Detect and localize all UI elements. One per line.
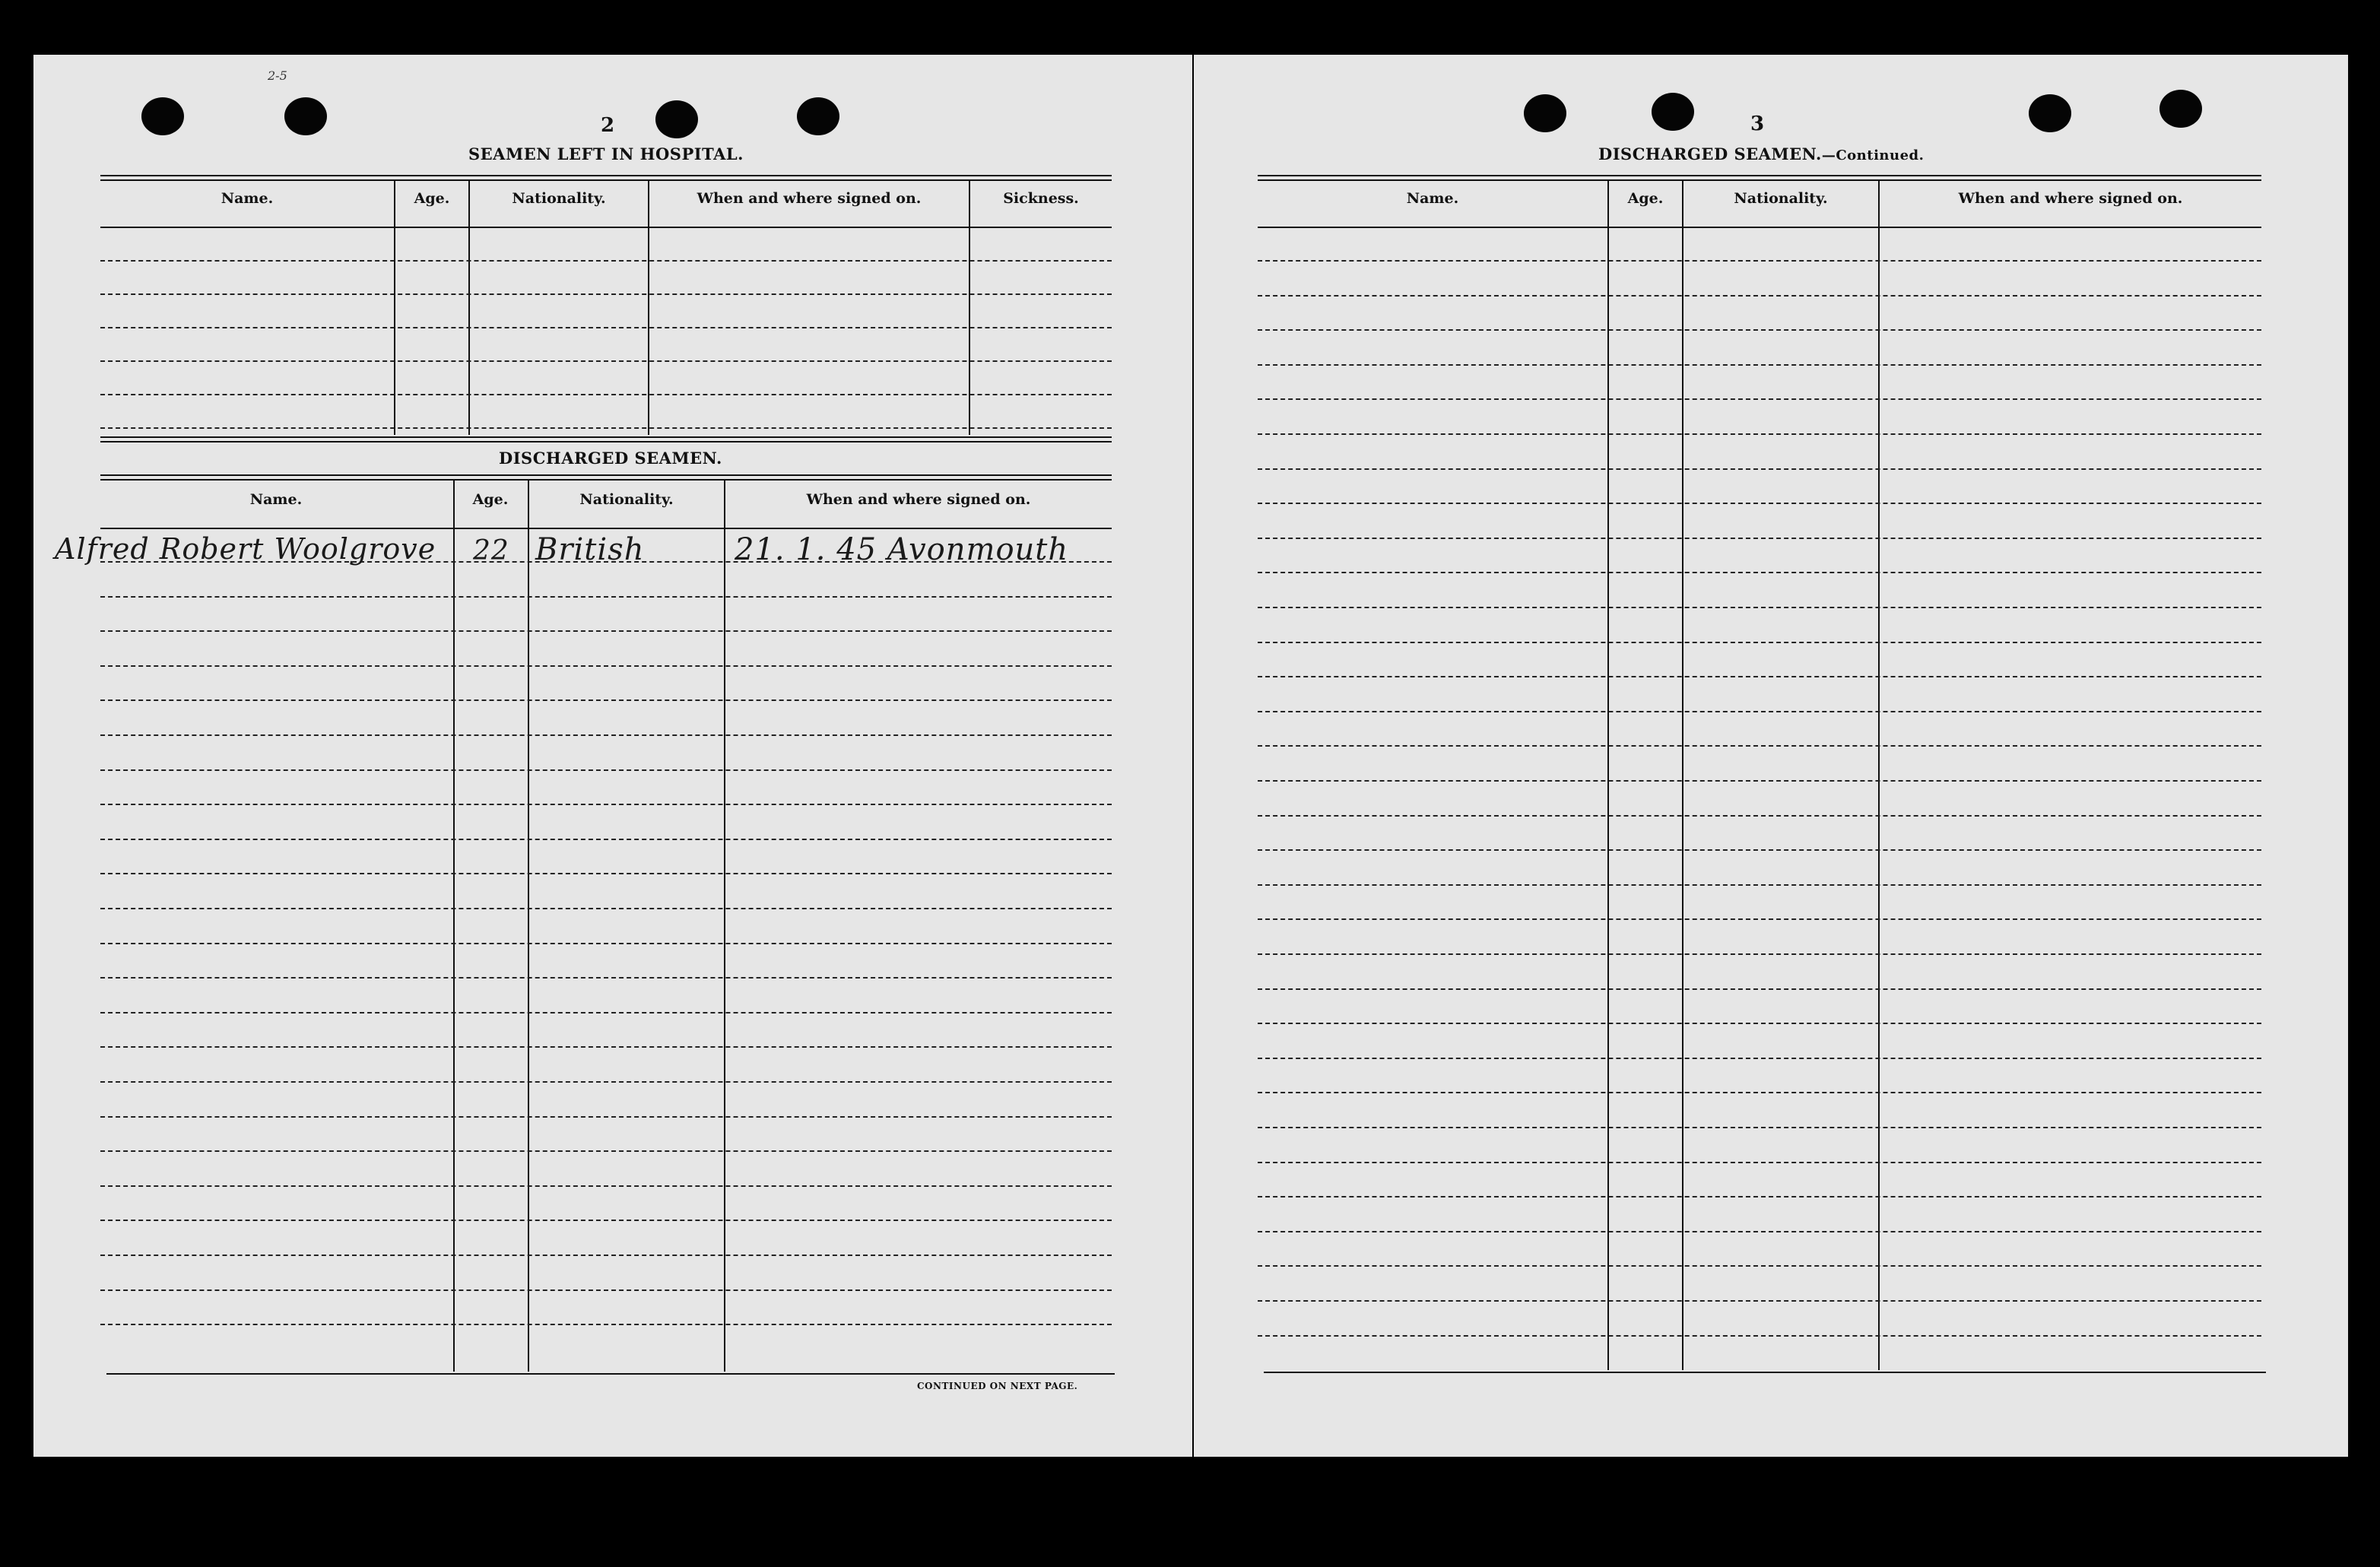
continued-footer: CONTINUED ON NEXT PAGE. — [917, 1381, 1078, 1391]
ruling-line — [1258, 572, 2261, 573]
ruling-line — [1258, 607, 2261, 608]
punch-hole — [284, 97, 327, 135]
page-number: 3 — [1750, 113, 1765, 135]
right-divider — [1682, 181, 1683, 1370]
discharged-divider — [453, 481, 455, 1372]
ruling-line — [100, 360, 1112, 362]
ruling-line — [1258, 260, 2261, 262]
hospital-section-title: SEAMEN LEFT IN HOSPITAL. — [468, 144, 744, 163]
hospital-top-rule — [100, 175, 1112, 176]
ruling-line — [100, 908, 1112, 909]
ruling-line — [100, 327, 1112, 328]
hospital-top-rule — [100, 179, 1112, 181]
ruling-line — [100, 839, 1112, 840]
ruling-line — [1258, 503, 2261, 504]
punch-hole — [1524, 94, 1566, 132]
hospital-bottom-rule — [100, 441, 1112, 443]
hospital-col-name: Name. — [221, 190, 274, 207]
ruling-line — [1258, 1335, 2261, 1337]
ruling-line — [1258, 1058, 2261, 1059]
discharged-bottom-rule — [106, 1373, 1115, 1375]
hospital-divider — [468, 181, 470, 435]
ruling-line — [100, 1046, 1112, 1048]
right-bottom-rule — [1264, 1372, 2266, 1373]
ruling-line — [1258, 468, 2261, 470]
hospital-divider — [394, 181, 395, 435]
ruling-line — [1258, 1265, 2261, 1267]
ruling-line — [1258, 1127, 2261, 1128]
punch-hole — [2159, 90, 2202, 128]
ruling-line — [100, 1081, 1112, 1083]
ruling-line — [1258, 398, 2261, 400]
ruling-line — [100, 427, 1112, 429]
right-col-age: Age. — [1627, 190, 1664, 207]
ruling-line — [1258, 1023, 2261, 1024]
discharged-top-rule — [100, 474, 1112, 476]
ruling-line — [100, 1220, 1112, 1221]
punch-hole — [1652, 93, 1694, 131]
right-col-signed-on: When and where signed on. — [1958, 190, 2183, 207]
right-top-rule — [1258, 179, 2261, 181]
continued-title-suffix: —Continued. — [1821, 148, 1925, 163]
ruling-line — [100, 260, 1112, 262]
ruling-line — [100, 665, 1112, 667]
ruling-line — [1258, 1300, 2261, 1302]
ruling-line — [1258, 1092, 2261, 1093]
ruling-line — [100, 977, 1112, 979]
right-col-name: Name. — [1406, 190, 1459, 207]
right-divider — [1878, 181, 1880, 1370]
ruling-line — [1258, 745, 2261, 747]
ruling-line — [1258, 780, 2261, 782]
ruling-line — [1258, 1231, 2261, 1232]
hospital-bottom-rule — [100, 436, 1112, 438]
discharged-header-rule — [100, 528, 1112, 529]
right-top-rule — [1258, 175, 2261, 176]
ruling-line — [100, 293, 1112, 295]
corner-mark: 2-5 — [268, 68, 287, 83]
ruling-line — [1258, 815, 2261, 817]
ruling-line — [1258, 676, 2261, 677]
ruling-line — [1258, 329, 2261, 331]
ruling-line — [100, 394, 1112, 395]
discharged-section-title: DISCHARGED SEAMEN. — [499, 449, 722, 468]
punch-hole — [2029, 94, 2071, 132]
right-page — [1194, 55, 2348, 1457]
entry-age: 22 — [473, 535, 509, 566]
punch-hole — [655, 100, 698, 138]
ruling-line — [1258, 1196, 2261, 1197]
discharged-col-nationality: Nationality. — [579, 491, 674, 508]
punch-hole — [797, 97, 839, 135]
ruling-line — [100, 943, 1112, 944]
ruling-line — [100, 1116, 1112, 1118]
right-header-rule — [1258, 227, 2261, 228]
page-number: 2 — [601, 114, 615, 137]
entry-signed-on: 21. 1. 45 Avonmouth — [735, 532, 1069, 567]
continued-section-title — [1598, 144, 1924, 163]
left-page — [33, 55, 1192, 1457]
ruling-line — [100, 1289, 1112, 1291]
discharged-col-age: Age. — [472, 491, 509, 508]
hospital-divider — [648, 181, 649, 435]
ruling-line — [1258, 364, 2261, 366]
ruling-line — [1258, 849, 2261, 851]
ruling-line — [1258, 884, 2261, 886]
hospital-col-signed-on: When and where signed on. — [697, 190, 922, 207]
ruling-line — [100, 769, 1112, 771]
ruling-line — [1258, 953, 2261, 955]
ruling-line — [100, 596, 1112, 598]
ruling-line — [100, 1012, 1112, 1013]
punch-hole — [141, 97, 184, 135]
hospital-col-sickness: Sickness. — [1003, 190, 1079, 207]
ruling-line — [1258, 538, 2261, 539]
ruling-line — [100, 1324, 1112, 1325]
discharged-divider — [528, 481, 529, 1372]
hospital-col-age: Age. — [414, 190, 450, 207]
ruling-line — [1258, 988, 2261, 990]
right-divider — [1607, 181, 1609, 1370]
ruling-line — [1258, 642, 2261, 643]
ruling-line — [100, 873, 1112, 874]
continued-title-main: DISCHARGED SEAMEN. — [1598, 144, 1822, 163]
discharged-col-name: Name. — [249, 491, 303, 508]
ruling-line — [1258, 711, 2261, 712]
ruling-line — [100, 699, 1112, 701]
ruling-line — [100, 804, 1112, 805]
ruling-line — [100, 1150, 1112, 1152]
ruling-line — [1258, 1162, 2261, 1163]
ruling-line — [1258, 433, 2261, 435]
hospital-divider — [969, 181, 970, 435]
discharged-col-signed-on: When and where signed on. — [806, 491, 1031, 508]
ruling-line — [100, 1255, 1112, 1256]
discharged-top-rule — [100, 479, 1112, 481]
ruling-line — [100, 1185, 1112, 1187]
discharged-divider — [724, 481, 725, 1372]
hospital-col-nationality: Nationality. — [512, 190, 606, 207]
entry-name: Alfred Robert Woolgrove — [55, 532, 436, 566]
entry-nationality: British — [535, 532, 645, 567]
ruling-line — [1258, 295, 2261, 297]
hospital-header-rule — [100, 227, 1112, 228]
ruling-line — [100, 630, 1112, 632]
ruling-line — [1258, 918, 2261, 920]
right-col-nationality: Nationality. — [1734, 190, 1828, 207]
ruling-line — [100, 734, 1112, 736]
